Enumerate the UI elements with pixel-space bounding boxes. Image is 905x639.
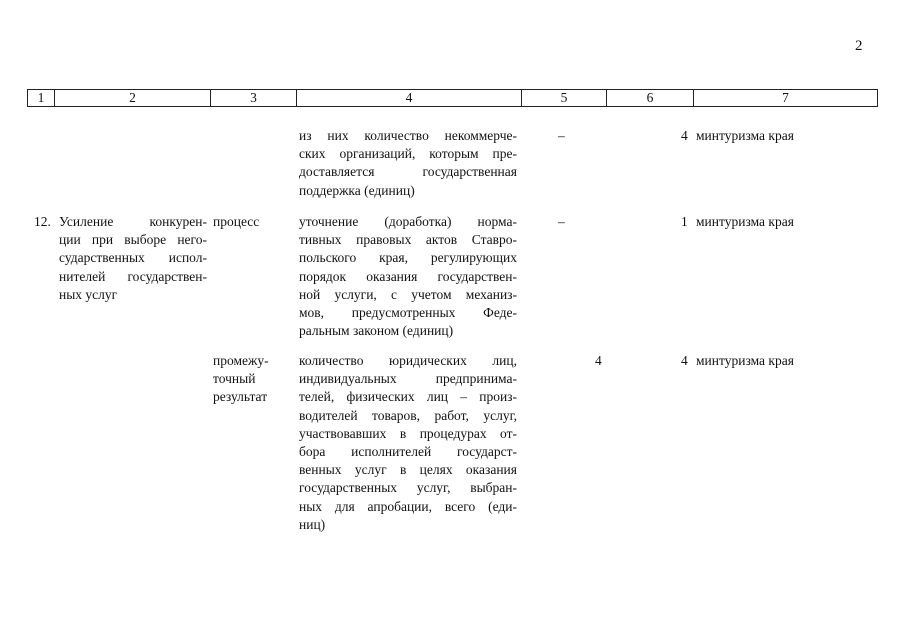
row-1-indicator-line: доставляется государственная bbox=[299, 164, 517, 180]
row-3-col6-value: 4 bbox=[595, 353, 602, 368]
row-2-indicator-line: ральным законом (единиц) bbox=[299, 323, 454, 339]
row-3-responsible: минтуризма края bbox=[696, 353, 794, 368]
column-header-1: 1 bbox=[28, 90, 55, 107]
row-2-indicator-line: тивных правовых актов Ставро- bbox=[299, 232, 517, 248]
row-2-indicator-line: ной услуги, с учетом механиз- bbox=[299, 286, 517, 302]
row-2-responsible: минтуризма края bbox=[696, 214, 794, 229]
row-3-indicator-line: водителей товаров, работ, услуг, bbox=[299, 407, 517, 423]
column-header-row bbox=[27, 89, 878, 107]
column-header-5: 5 bbox=[522, 90, 607, 107]
row-1-target-value: 4 bbox=[681, 128, 688, 143]
row-1-indicator-line: из них количество некоммерче- bbox=[299, 128, 517, 143]
row-1-indicator-line: поддержка (единиц) bbox=[299, 182, 415, 198]
row-3-indicator-line: ных для апробации, всего (еди- bbox=[299, 498, 517, 514]
row-3-indicator bbox=[299, 352, 517, 534]
row-3-indicator-line: индивидуальных предпринима- bbox=[299, 371, 517, 387]
row-2-measure-name bbox=[59, 213, 207, 304]
row-3-indicator-line: телей, физических лиц – произ- bbox=[299, 389, 517, 405]
row-3-indicator-type bbox=[213, 352, 293, 407]
column-header-6: 6 bbox=[607, 90, 694, 107]
row-2-indicator-line: польского края, регулирующих bbox=[299, 250, 517, 266]
row-3-target-value: 4 bbox=[681, 353, 688, 368]
row-1-indicator-line: ских организаций, которым пре- bbox=[299, 146, 517, 162]
row-2-measure-line: ных услуг bbox=[59, 286, 118, 302]
row-2-indicator-line: уточнение (доработка) норма- bbox=[299, 214, 517, 229]
row-3-type-line: точный bbox=[213, 371, 256, 387]
row-2-measure-line: нителей государствен- bbox=[59, 268, 207, 284]
row-3-type-line: промежу- bbox=[213, 353, 269, 368]
column-header-7: 7 bbox=[694, 90, 878, 107]
column-header-3: 3 bbox=[211, 90, 297, 107]
row-2-measure-line: ции при выборе него- bbox=[59, 232, 207, 248]
row-2-type-line: процесс bbox=[213, 214, 260, 229]
row-2-indicator bbox=[299, 213, 517, 340]
row-2-target-value: 1 bbox=[681, 214, 688, 229]
row-3-indicator-line: ниц) bbox=[299, 516, 326, 532]
row-2-indicator-type bbox=[213, 213, 293, 231]
row-3-type-line: результат bbox=[213, 389, 268, 405]
row-1-col5-value: – bbox=[558, 128, 565, 143]
row-1-indicator bbox=[299, 127, 517, 200]
row-3-indicator-line: государственных услуг, выбран- bbox=[299, 480, 517, 496]
page-number: 2 bbox=[855, 38, 863, 54]
row-3-indicator-line: бора исполнителей государст- bbox=[299, 443, 517, 459]
row-3-indicator-line: количество юридических лиц, bbox=[299, 353, 517, 368]
row-2-measure-line: Усиление конкурен- bbox=[59, 214, 207, 229]
column-header-2: 2 bbox=[55, 90, 211, 107]
row-2-col5-value: – bbox=[558, 214, 565, 229]
row-2-measure-line: сударственных испол- bbox=[59, 250, 207, 266]
column-header-4: 4 bbox=[297, 90, 522, 107]
row-3-indicator-line: венных услуг в целях оказания bbox=[299, 462, 517, 478]
row-2-number: 12. bbox=[34, 214, 51, 229]
row-2-indicator-line: порядок оказания государствен- bbox=[299, 268, 517, 284]
row-1-responsible: минтуризма края bbox=[696, 128, 794, 143]
row-3-indicator-line: участвовавших в процедурах от- bbox=[299, 425, 517, 441]
row-2-indicator-line: мов, предусмотренных Феде- bbox=[299, 304, 517, 320]
